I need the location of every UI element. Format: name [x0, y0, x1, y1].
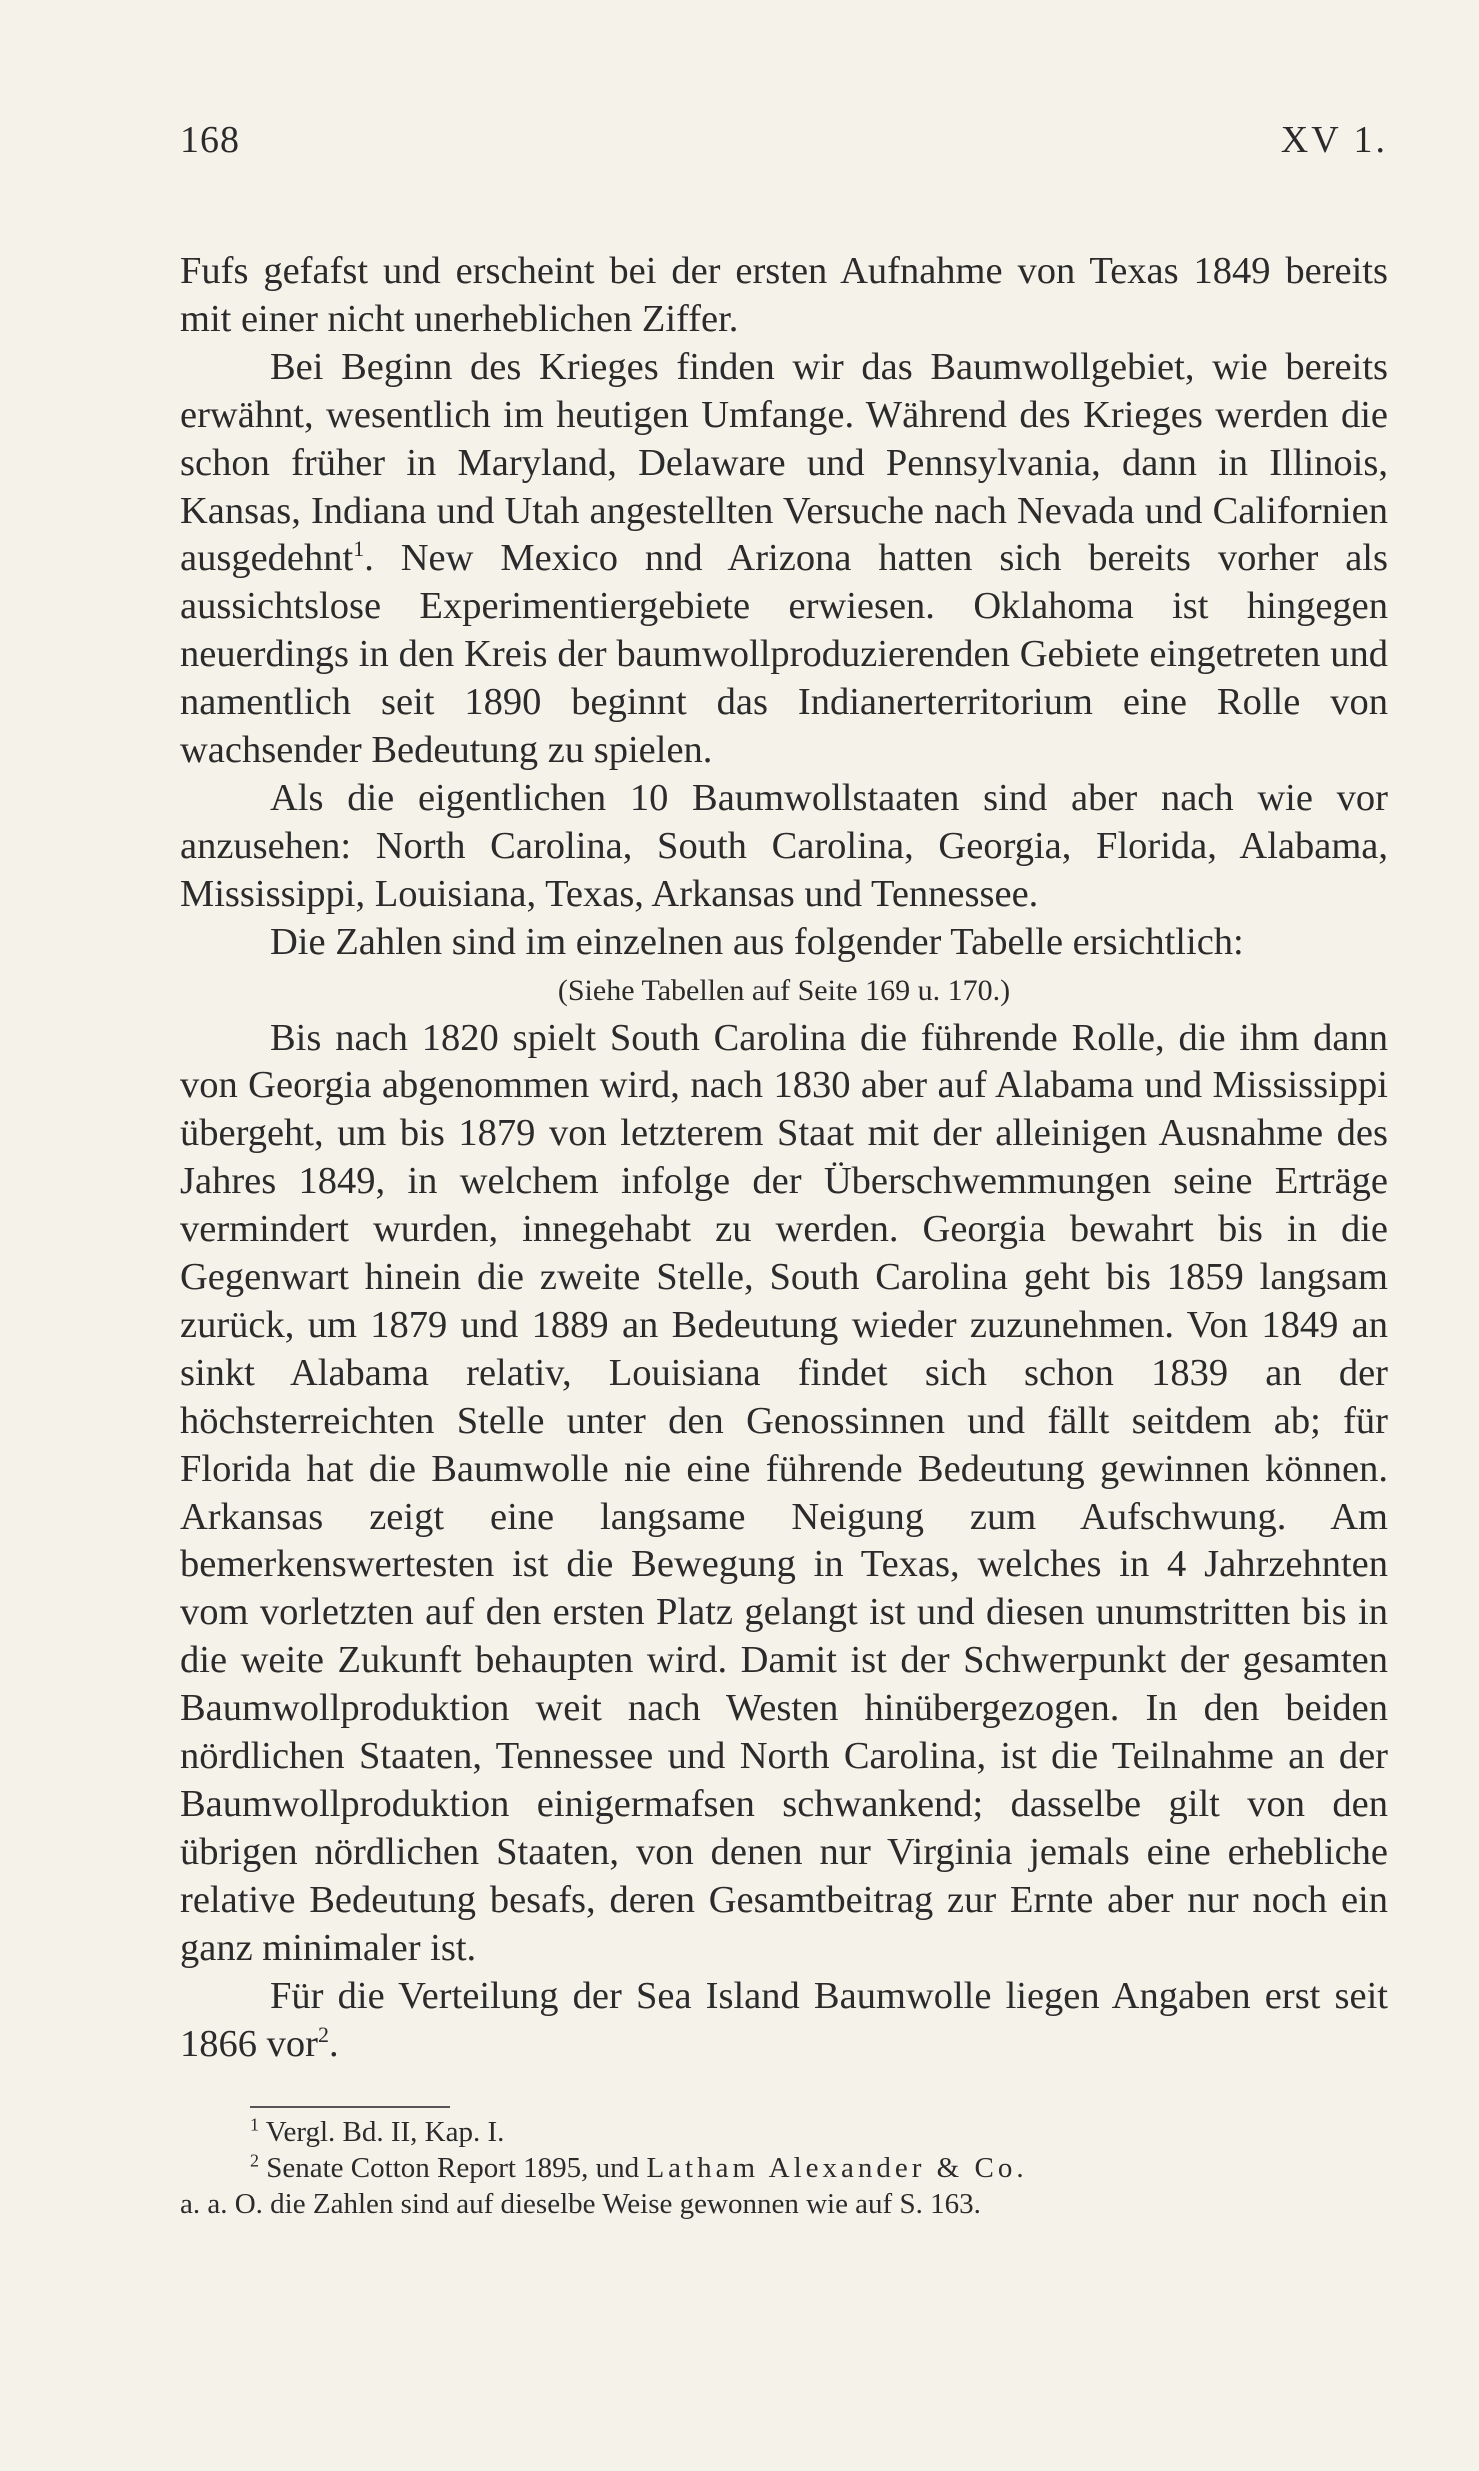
- footnote-1-text: Vergl. Bd. II, Kap. I.: [265, 2116, 505, 2149]
- paragraph-2: [180, 344, 1388, 775]
- footnote-ref-2: 2: [317, 2021, 329, 2047]
- footnote-2-mark: 2: [250, 2150, 259, 2171]
- footnote-2-text-a: Senate Cotton Report 1895, und: [266, 2152, 640, 2185]
- paragraph-2-text-b: . New Mexico nnd Arizona hatten sich bereits vorher als aussichtslose Experimentiergebiete erwiesen. Oklahoma ist hingegen neuerdings in den Kreis der baumwollproduzierenden Gebiete eingetreten und namentlich seit 1890 beginnt das Indianerterritorium eine Rolle von wachsender Bedeutung zu spielen.: [180, 537, 1388, 772]
- footnote-1-mark: 1: [250, 2114, 259, 2135]
- body-text: [180, 248, 1388, 2068]
- paragraph-4: Die Zahlen sind im einzelnen aus folgender Tabelle ersichtlich:: [270, 920, 1244, 963]
- section-signature: XV 1.: [1280, 119, 1388, 161]
- footnote-divider: [250, 2106, 450, 2108]
- paragraph-7-text-b: .: [328, 2022, 339, 2065]
- footnote-ref-1: 1: [353, 536, 365, 562]
- footnote-2-spaced-name: Latham Alexander & Co.: [646, 2152, 1028, 2185]
- paragraph-7: [180, 1973, 1388, 2069]
- page-header: [180, 118, 1388, 178]
- book-page: [180, 118, 1388, 2398]
- footnotes: [180, 2114, 1388, 2222]
- table-reference: (Siehe Tabellen auf Seite 169 u. 170.): [557, 973, 1011, 1007]
- paragraph-2-text-a: Bei Beginn des Krieges finden wir das Baumwollgebiet, wie bereits erwähnt, wesentlich im heutigen Umfange. Während des Krieges werden die schon früher in Maryland, Delaware und Pennsylvania, dann in Illinois, Kansas, Indiana und Utah angestellten Versuche nach Nevada und Californien ausgedehnt: [180, 345, 1388, 580]
- paragraph-6: Bis nach 1820 spielt South Carolina die führende Rolle, die ihm dann von Georgia abgenommen wird, nach 1830 aber auf Alabama und Mississippi übergeht, um bis 1879 von letzterem Staat mit der alleinigen Ausnahme des Jahres 1849, in welchem infolge der Überschwemmungen seine Erträge vermindert wurden, innegehabt zu werden. Georgia bewahrt bis in die Gegenwart hinein die zweite Stelle, South Carolina geht bis 1859 langsam zurück, um 1879 und 1889 an Bedeutung wieder zuzunehmen. Von 1849 an sinkt Alabama relativ, Louisiana findet sich schon 1839 an der höchsterreichten Stelle unter den Genossinnen und fällt seitdem ab; für Florida hat die Baumwolle nie eine führende Bedeutung gewinnen können. Arkansas zeigt eine langsame Neigung zum Aufschwung. Am bemerkenswertesten ist die Bewegung in Texas, welches in 4 Jahrzehnten vom vorletzten auf den ersten Platz gelangt ist und diesen unumstritten bis in die weite Zukunft behaupten wird. Damit ist der Schwerpunkt der gesamten Baumwollproduktion weit nach Westen hinübergezogen. In den beiden nördlichen Staaten, Tennessee und North Carolina, ist die Teilnahme an der Baumwollproduktion einigermafsen schwankend; dasselbe gilt von den übrigen nördlichen Staaten, von denen nur Virginia jemals eine erhebliche relative Bedeutung besafs, deren Gesamtbeitrag zur Ernte aber nur noch ein ganz minimaler ist.: [180, 1016, 1388, 1969]
- paragraph-3: Als die eigentlichen 10 Baumwollstaaten sind aber nach wie vor anzusehen: North Carolina, South Carolina, Georgia, Florida, Alabama, Mississippi, Louisiana, Texas, Arkansas und Tennessee.: [180, 776, 1388, 915]
- footnote-2: [180, 2150, 1388, 2186]
- footnote-2-continuation: a. a. O. die Zahlen sind auf dieselbe Weise gewonnen wie auf S. 163.: [180, 2188, 981, 2221]
- paragraph-7-text-a: Für die Verteilung der Sea Island Baumwolle liegen Angaben erst seit 1866 vor: [180, 1974, 1388, 2065]
- paragraph-1: Fufs gefafst und erscheint bei der ersten Aufnahme von Texas 1849 bereits mit einer nicht unerheblichen Ziffer.: [180, 250, 1388, 340]
- footnote-1: [180, 2114, 1388, 2150]
- page-number: 168: [180, 119, 240, 161]
